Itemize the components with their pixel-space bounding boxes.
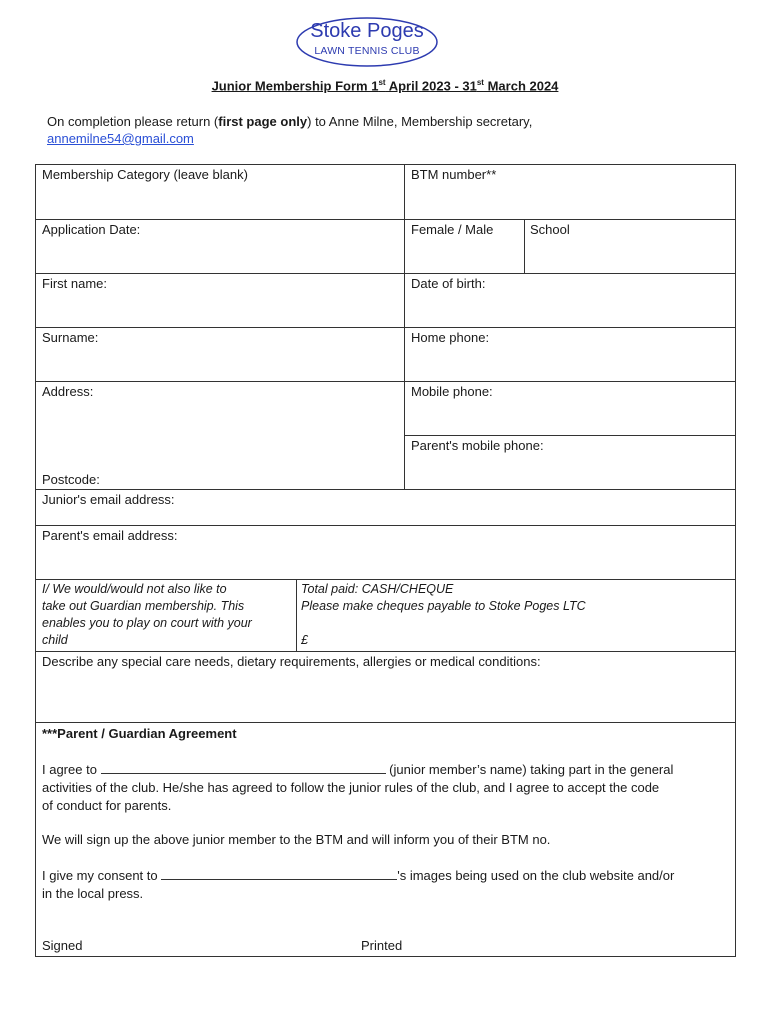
parents-mobile-label: Parent's mobile phone: <box>411 438 544 453</box>
form-title: Junior Membership Form 1st April 2023 - 31st March 2024 <box>211 78 559 94</box>
gender-label: Female / Male <box>411 222 494 237</box>
membership-form-table <box>35 164 736 957</box>
consent-paragraph: I give my consent to 's images being used on the club website and/or in the local press. <box>42 868 675 901</box>
logo-club-name: Stoke Poges <box>310 20 424 42</box>
postcode-label: Postcode: <box>42 472 100 487</box>
mobile-phone-label: Mobile phone: <box>411 384 493 399</box>
secretary-email-link[interactable]: annemilne54@gmail.com <box>47 131 194 146</box>
agreement-paragraph: I agree to (junior member’s name) taking part in the general activities of the club. He/she has agreed to follow the junior rules of the club, and I agree to accept the code of conduct for parents. <box>42 762 674 813</box>
logo-subtitle: LAWN TENNIS CLUB <box>314 45 420 57</box>
signed-label: Signed <box>42 938 83 953</box>
btm-signup-paragraph: We will sign up the above junior member to the BTM and will inform you of their BTM no. <box>42 832 551 847</box>
intro-text: On completion please return (first page only) to Anne Milne, Membership secretary, annemilne54@gmail.com <box>47 114 533 146</box>
junior-email-label: Junior's email address: <box>42 492 175 507</box>
printed-label: Printed <box>361 938 403 953</box>
btm-number-label: BTM number** <box>411 167 497 182</box>
address-label: Address: <box>42 384 94 399</box>
pound-sign: £ <box>301 633 308 647</box>
surname-label: Surname: <box>42 330 99 345</box>
first-name-label: First name: <box>42 276 108 291</box>
membership-category-label: Membership Category (leave blank) <box>42 167 248 182</box>
date-of-birth-label: Date of birth: <box>411 276 486 291</box>
guardian-membership-note: I/ We would/would not also like to take out Guardian membership. This enables you to play on court with your child <box>42 582 252 647</box>
payment-note: Total paid: CASH/CHEQUE Please make cheques payable to Stoke Poges LTC <box>301 582 586 613</box>
club-logo <box>294 16 440 68</box>
parent-email-label: Parent's email address: <box>42 528 178 543</box>
agreement-heading: ***Parent / Guardian Agreement <box>42 726 237 741</box>
special-needs-label: Describe any special care needs, dietary requirements, allergies or medical conditions: <box>42 654 541 669</box>
home-phone-label: Home phone: <box>411 330 490 345</box>
application-date-label: Application Date: <box>42 222 141 237</box>
school-label: School <box>530 222 570 237</box>
consent-name-blank[interactable] <box>161 867 397 880</box>
junior-name-blank[interactable] <box>101 761 386 774</box>
